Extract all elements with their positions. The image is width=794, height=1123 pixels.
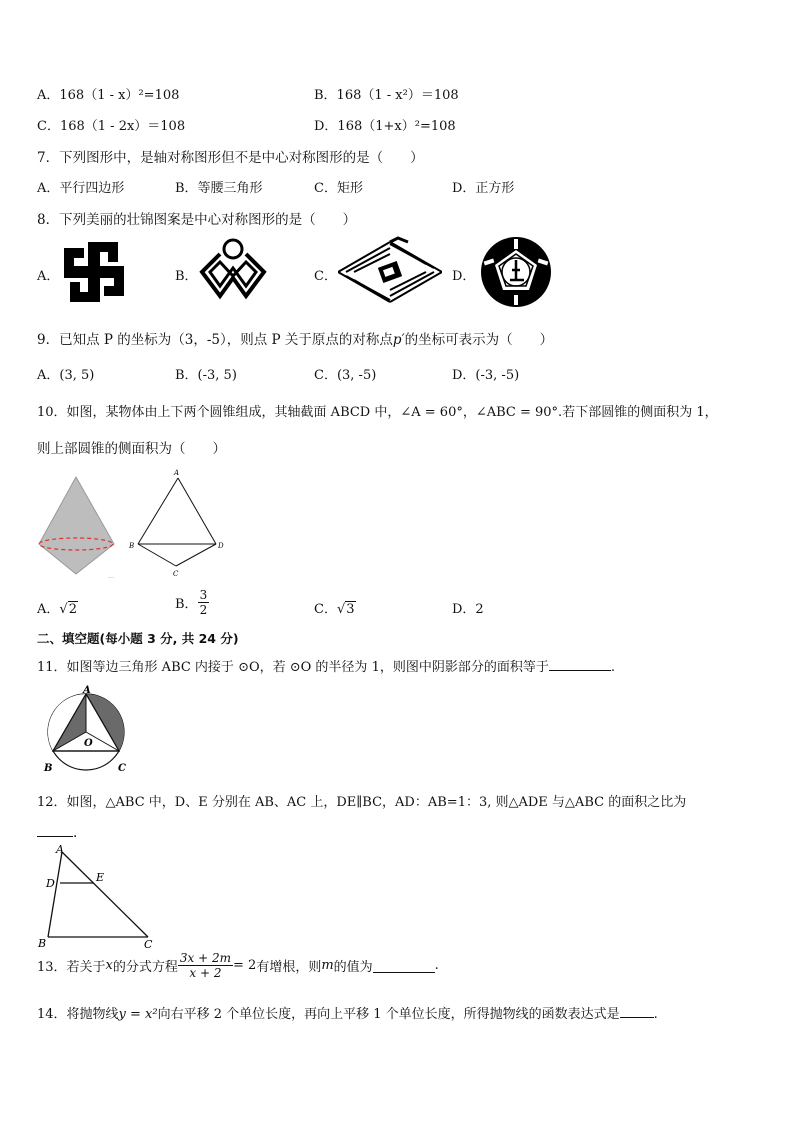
q9-option-b: B．(-3, 5) [175, 368, 237, 383]
q11-answer-blank [549, 656, 611, 671]
q11-label-o: O [84, 738, 93, 749]
q13-stem-post2: 的值为 [333, 960, 373, 975]
q11-label-b: B [44, 763, 53, 774]
q13-denominator: x + 2 [189, 966, 222, 980]
q6-option-d: D．168（1+x）²=108 [314, 119, 456, 134]
q10-stem-line2: 则上部圆锥的侧面积为（ ） [37, 441, 226, 457]
q8-pattern-c-image [338, 236, 442, 308]
q12-stem-line2 [37, 822, 77, 841]
q7-option-d: D．正方形 [452, 181, 515, 196]
q13-numerator: 3x + 2m [179, 951, 232, 965]
q10-option-b-denominator: 2 [199, 603, 208, 617]
q12-label-e: E [96, 871, 105, 884]
q13-answer-blank [373, 958, 435, 973]
q10-label-d: D [218, 542, 224, 550]
q12-answer-blank [37, 822, 73, 837]
q10-option-d: D．2 [452, 602, 484, 617]
q13-stem-pre: 13．若关于 [37, 960, 106, 975]
q10-stem-line1: 10．如图，某物体由上下两个圆锥组成，其轴截面 ABCD 中，∠A = 60°，∠ABC = 90°.若下部圆锥的侧面积为 1， [37, 405, 718, 420]
q12-stem-end: . [73, 825, 78, 841]
q12-label-b: B [38, 937, 47, 950]
q12-label-a: A [56, 843, 64, 856]
q8-option-c-label: C． [314, 269, 337, 284]
q8-stem: 8．下列美丽的壮锦图案是中心对称图形的是（ ） [37, 212, 357, 228]
q10-option-a-label: A． [37, 602, 60, 617]
q13-var-x: x [105, 958, 113, 973]
q9-stem-pre: 9．已知点 P 的坐标为（3，-5），则点 P 关于原点的对称点 [37, 332, 393, 348]
q11-label-c: C [118, 763, 126, 774]
q9-stem [37, 328, 553, 348]
q13-var-m: m [321, 958, 334, 973]
q7-option-b: B．等腰三角形 [175, 181, 263, 196]
q10-option-a-radicand: 2 [68, 602, 77, 617]
q14-answer-blank [620, 1003, 654, 1018]
q11-circle-figure [40, 684, 132, 774]
q8-pattern-d-image [480, 236, 552, 308]
q7-option-c: C．矩形 [314, 181, 363, 196]
q10-label-a: A [174, 469, 180, 477]
svg-text:…: … [108, 573, 114, 580]
q14-stem-end: . [653, 1007, 658, 1022]
q8-pattern-a-image [62, 240, 126, 304]
q9-option-c: C．(3, -5) [314, 368, 377, 383]
q11-stem [37, 656, 615, 675]
q13-stem-post1: 有增根，则 [256, 960, 322, 975]
q14-stem-pre: 14．将抛物线 [37, 1007, 119, 1022]
q11-stem-post: . [610, 660, 615, 675]
q13-stem-end: . [434, 958, 439, 973]
q8-pattern-b-image [198, 238, 268, 306]
q9-option-d: D．(-3, -5) [452, 368, 520, 383]
q8-option-b-label: B． [175, 269, 198, 284]
q12-label-d: D [46, 877, 55, 890]
q10-option-c-radicand: 3 [346, 602, 355, 617]
q12-label-c: C [144, 938, 153, 951]
section-2-heading: 二、填空题(每小题 3 分, 共 24 分) [37, 631, 239, 646]
q6-option-a: A．168（1 - x）²=108 [37, 88, 180, 103]
q9-option-a: A．(3, 5) [37, 368, 95, 383]
q8-option-a-label: A． [37, 269, 60, 284]
q10-option-a-sqrt: √2 [59, 602, 77, 617]
q13-equals: = 2 [233, 958, 257, 973]
q11-stem-pre: 11．如图等边三角形 ABC 内接于 ⊙O，若 ⊙O 的半径为 1，则图中阴影部分的面积等于 [37, 660, 549, 675]
q10-option-a [37, 598, 78, 617]
q12-stem-line1: 12．如图，△ABC 中，D、E 分别在 AB、AC 上，DE∥BC，AD：AB=1：3, 则△ADE 与△ABC 的面积之比为 [37, 795, 687, 810]
q10-label-c: C [173, 570, 179, 578]
q14-formula: y = x² [118, 1007, 158, 1022]
q11-label-a: A [83, 685, 91, 696]
q10-option-b [175, 588, 209, 617]
q10-option-b-label: B． [175, 597, 198, 612]
q6-option-c: C．168（1 - 2x）＝108 [37, 119, 186, 134]
q10-option-b-numerator: 3 [199, 588, 208, 602]
q10-option-c [314, 598, 356, 617]
q9-stem-post: 的坐标可表示为（ ） [404, 332, 554, 348]
q6-option-b: B．168（1 - x²）＝108 [314, 88, 459, 103]
q14-stem [37, 1003, 658, 1022]
q14-stem-post: 向右平移 2 个单位长度，再向上平移 1 个单位长度，所得抛物线的函数表达式是 [157, 1007, 620, 1022]
q10-option-c-label: C． [314, 602, 337, 617]
q13-fraction [178, 951, 233, 980]
q10-label-b: B [129, 542, 135, 550]
q7-option-a: A．平行四边形 [37, 181, 125, 196]
q13-stem [37, 951, 439, 980]
q13-stem-mid: 的分式方程 [112, 960, 178, 975]
q10-section-figure [128, 466, 230, 582]
q12-triangle-figure [34, 840, 164, 952]
q10-option-b-fraction [198, 588, 210, 617]
q8-option-d-label: D． [452, 269, 476, 284]
q10-cone-figure [36, 474, 120, 580]
q7-stem: 7．下列图形中，是轴对称图形但不是中心对称图形的是（ ） [37, 150, 424, 166]
q10-option-c-sqrt: √3 [336, 602, 355, 617]
q9-point-variable: p′ [392, 332, 405, 348]
